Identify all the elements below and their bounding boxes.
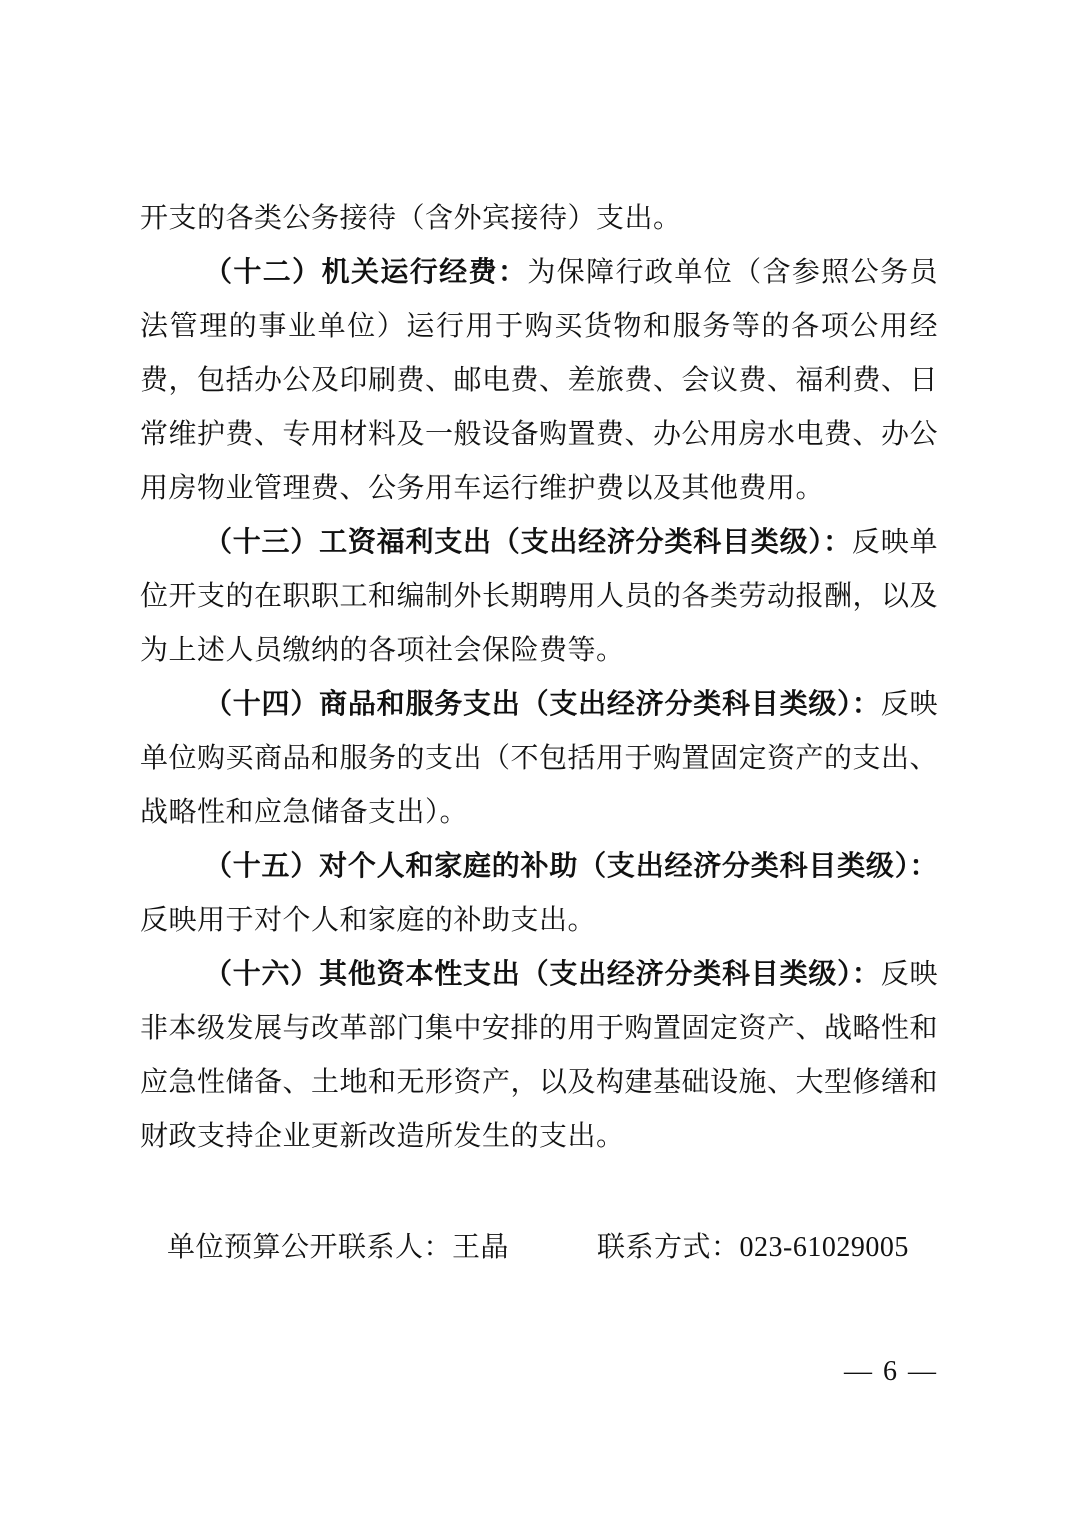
paragraph-lead: （十二）机关运行经费：: [204, 257, 528, 288]
contact-label: 单位预算公开联系人：: [167, 1232, 453, 1263]
paragraph-text: 为保障行政单位（含参照公务员法管理的事业单位）运行用于购买货物和服务等的各项公用经费，包括办公及印刷费、邮电费、差旅费、会议费、福利费、日常维护费、专用材料及一般设备购置费、办公用房水电费、办公用房物业管理费、公务用车运行维护费以及其他费用。: [140, 257, 939, 504]
paragraph-continuation: [140, 192, 938, 246]
paragraph-item-14: [140, 678, 938, 840]
paragraph-text: 反映非本级发展与改革部门集中安排的用于购置固定资产、战略性和应急性储备、土地和无形资产，以及构建基础设施、大型修缮和财政支持企业更新改造所发生的支出。: [140, 959, 939, 1152]
paragraph-item-12: [140, 246, 938, 516]
page-number: — 6 —: [844, 1356, 938, 1387]
paragraph-item-16: [140, 948, 938, 1164]
paragraph-item-15: [140, 840, 938, 948]
paragraph-text: 反映用于对个人和家庭的补助支出。: [140, 905, 597, 936]
contact-method-value: 023-61029005: [739, 1232, 909, 1263]
contact-name: 王晶: [452, 1232, 510, 1263]
document-body: [140, 192, 938, 1268]
paragraph-text: 开支的各类公务接待（含外宾接待）支出。: [140, 203, 682, 234]
paragraph-lead: （十五）对个人和家庭的补助（支出经济分类科目类级）：: [204, 851, 938, 882]
paragraph-lead: （十六）其他资本性支出（支出经济分类科目类级）：: [204, 959, 881, 990]
paragraph-lead: （十四）商品和服务支出（支出经济分类科目类级）：: [204, 689, 881, 720]
paragraph-lead: （十三）工资福利支出（支出经济分类科目类级）：: [204, 527, 852, 558]
paragraph-text: 反映单位开支的在职职工和编制外长期聘用人员的各类劳动报酬，以及为上述人员缴纳的各项社会保险费等。: [140, 527, 939, 666]
paragraph-item-13: [140, 516, 938, 678]
paragraph-text: 反映单位购买商品和服务的支出（不包括用于购置固定资产的支出、战略性和应急储备支出）。: [140, 689, 939, 828]
contact-line: [140, 1228, 938, 1268]
contact-method-label: 联系方式：: [597, 1232, 740, 1263]
